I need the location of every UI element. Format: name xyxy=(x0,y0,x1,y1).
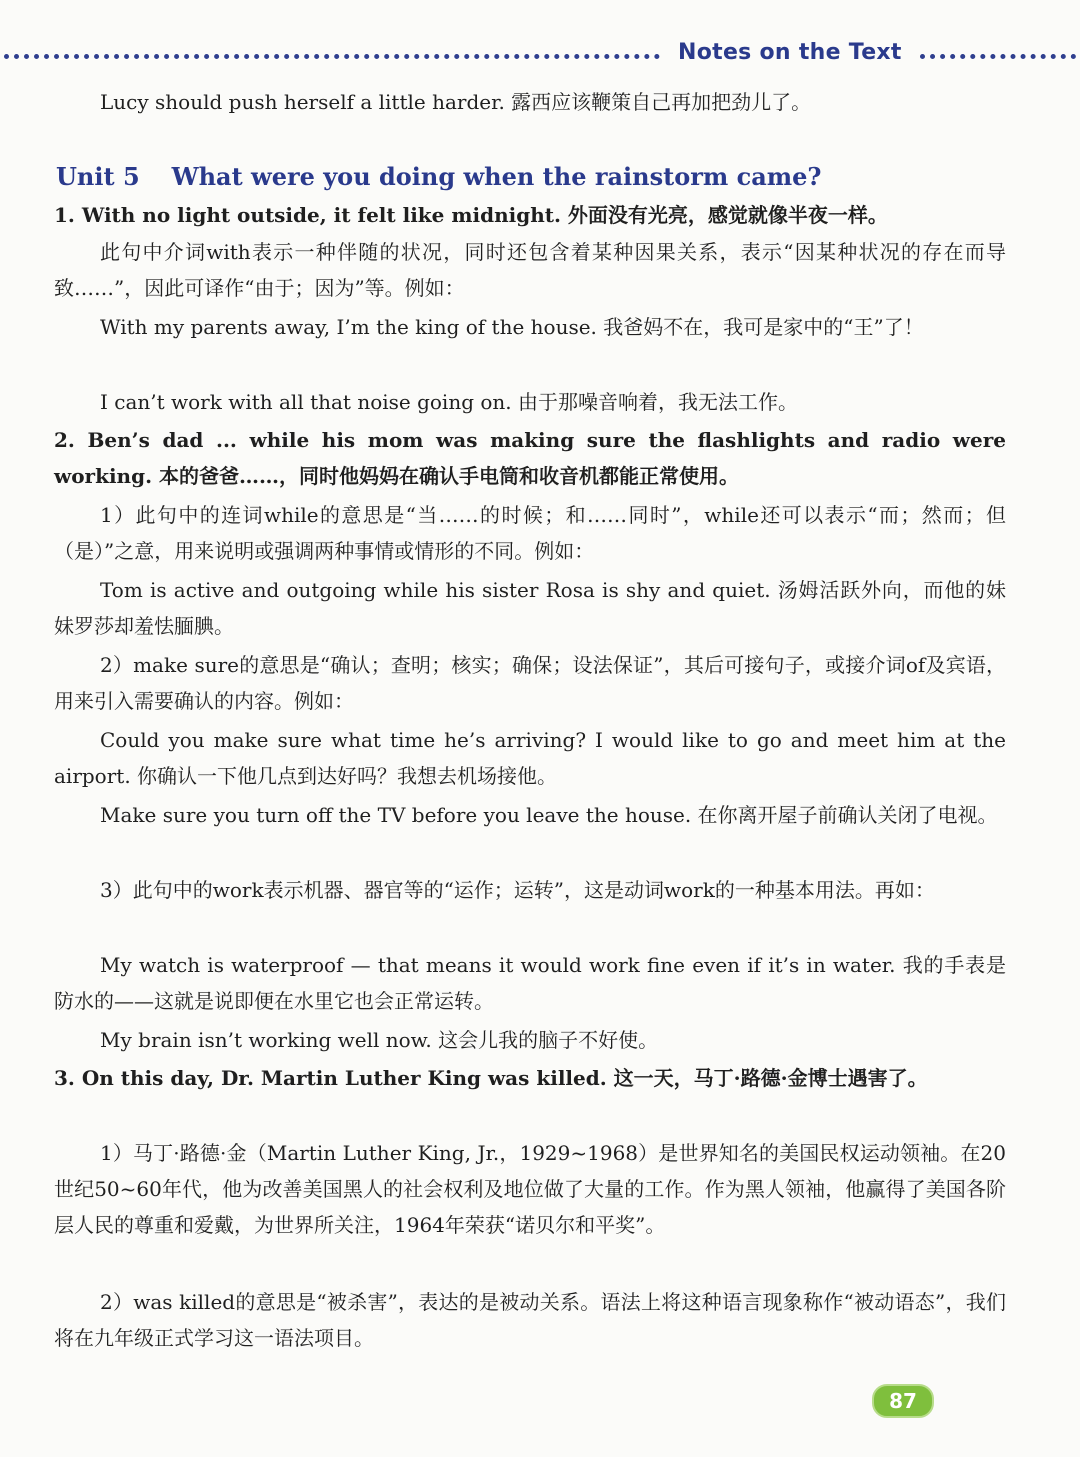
example-sentence: My brain isn’t working well now. 这会儿我的脑子不好使。 xyxy=(100,1028,659,1052)
example-sentence: Make sure you turn off the TV before you leave the house. 在你离开屋子前确认关闭了电视。 xyxy=(100,803,998,827)
unit-title: What were you doing when the rainstorm came? xyxy=(171,162,822,191)
example-sentence: Tom is active and outgoing while his sister Rosa is shy and quiet. 汤姆活跃外向，而他的妹妹罗莎却羞怯腼腆。 xyxy=(54,578,1006,638)
note-item-3: 3. On this day, Dr. Martin Luther King was killed. 这一天，马丁·路德·金博士遇害了。 xyxy=(54,1066,928,1090)
example-sentence: My watch is waterproof — that means it would work fine even if it’s in water. 我的手表是防水的——这就是说即便在水里它也会正常运转。 xyxy=(54,953,1006,1013)
note-item-2: 2. Ben’s dad ... while his mom was making sure the flashlights and radio were working. 本的爸爸……，同时他妈妈在确认手电筒和收音机都能正常使用。 xyxy=(54,428,1006,488)
example-sentence: Could you make sure what time he’s arriving? I would like to go and meet him at the airport. 你确认一下他几点到达好吗？我想去机场接他。 xyxy=(54,728,1006,788)
header-dotted-rule-right xyxy=(920,54,1076,59)
note-item-1: 1. With no light outside, it felt like midnight. 外面没有光亮，感觉就像半夜一样。 xyxy=(54,203,888,227)
running-header xyxy=(0,40,1080,72)
example-sentence: With my parents away, I’m the king of the house. 我爸妈不在，我可是家中的“王”了！ xyxy=(100,315,924,339)
note-paragraph: 1）马丁·路德·金（Martin Luther King, Jr.，1929~1968）是世界知名的美国民权运动领袖。在20世纪50~60年代，他为改善美国黑人的社会权利及地位做了大量的工作。作为黑人领袖，他赢得了美国各阶层人民的尊重和爱戴，为世界所关注，1964年荣获“诺贝尔和平奖”。 xyxy=(54,1141,1006,1237)
note-paragraph: 2）make sure的意思是“确认；查明；核实；确保；设法保证”，其后可接句子，或接介词of及宾语，用来引入需要确认的内容。例如： xyxy=(54,653,1006,713)
header-title: Notes on the Text xyxy=(678,40,902,65)
note-paragraph: 1）此句中的连词while的意思是“当……的时候；和……同时”，while还可以表示“而；然而；但（是）”之意，用来说明或强调两种事情或情形的不同。例如： xyxy=(54,503,1006,563)
note-paragraph: 此句中介词with表示一种伴随的状况，同时还包含着某种因果关系，表示“因某种状况的存在而导致……”，因此可译作“由于；因为”等。例如： xyxy=(54,240,1006,300)
note-paragraph: 2）was killed的意思是“被杀害”，表达的是被动关系。语法上将这种语言现象称作“被动语态”，我们将在九年级正式学习这一语法项目。 xyxy=(54,1290,1006,1350)
example-sentence: I can’t work with all that noise going on. 由于那噪音响着，我无法工作。 xyxy=(100,390,799,414)
page-number-badge: 87 xyxy=(872,1384,934,1418)
intro-paragraph: Lucy should push herself a little harder. 露西应该鞭策自己再加把劲儿了。 xyxy=(100,90,812,114)
note-paragraph: 3）此句中的work表示机器、器官等的“运作；运转”，这是动词work的一种基本用法。再如： xyxy=(100,878,935,902)
header-dotted-rule-left xyxy=(4,54,660,59)
unit-number: Unit 5 xyxy=(56,162,140,191)
unit-heading xyxy=(56,162,821,191)
